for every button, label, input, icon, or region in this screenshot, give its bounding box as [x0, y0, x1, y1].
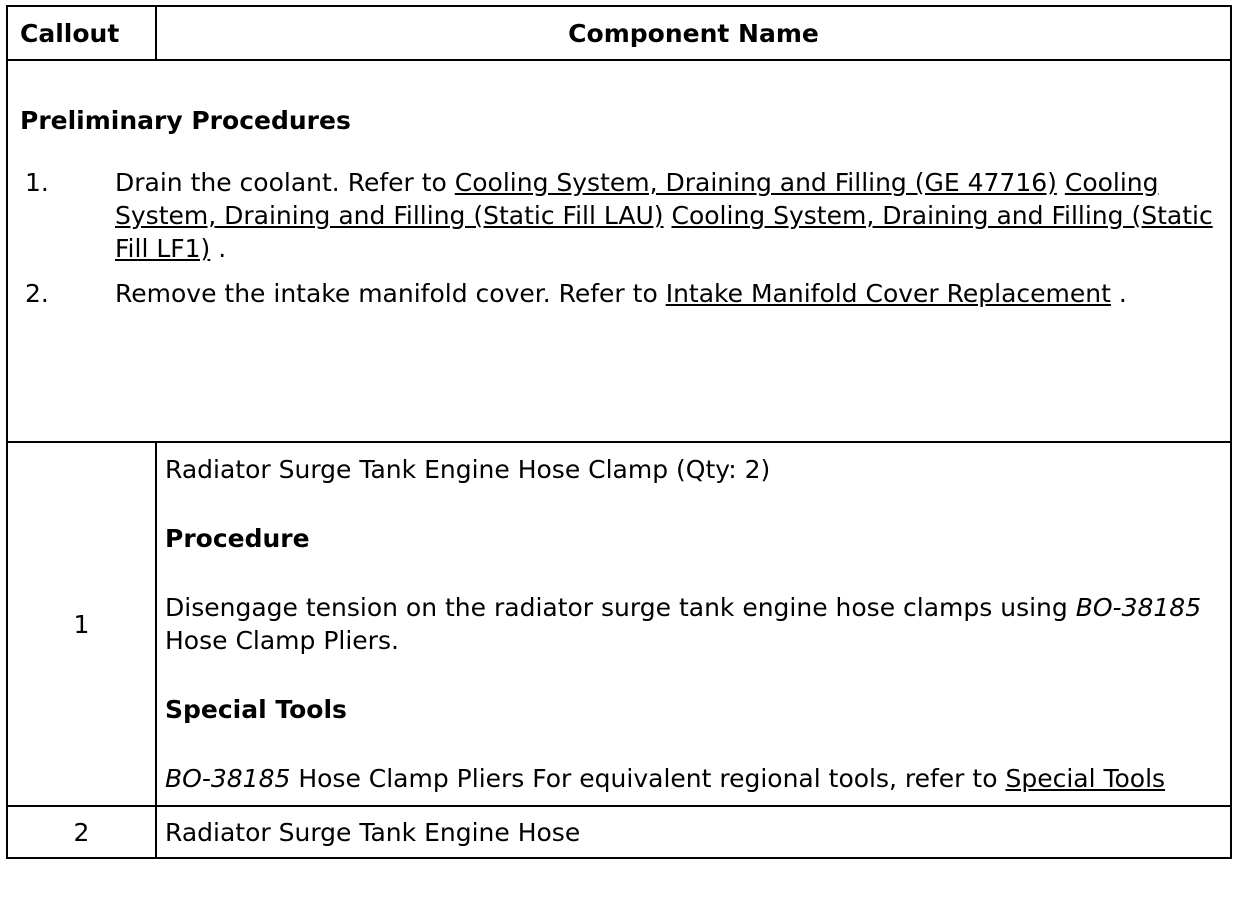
table-row [7, 442, 1231, 806]
step-text: Remove the intake manifold cover. Refer to [115, 279, 666, 308]
table-row [7, 806, 1231, 858]
component-description [156, 442, 1231, 806]
component-table [6, 5, 1232, 859]
preliminary-step-2 [20, 277, 1218, 310]
component-name: Radiator Surge Tank Engine Hose [156, 806, 1231, 858]
special-tools-text [165, 762, 1216, 795]
preliminary-row [7, 60, 1231, 442]
link-cooling-system-static-fill-lf1[interactable]: Cooling System, Draining and Filling (Static Fill LF1) [115, 201, 1213, 263]
step-number: 1. [25, 168, 49, 197]
callout-number: 2 [7, 806, 156, 858]
preliminary-procedures-cell [7, 60, 1231, 442]
callout-header: Callout [7, 6, 156, 60]
link-special-tools[interactable]: Special Tools [1005, 764, 1166, 793]
procedure-text [165, 591, 1216, 657]
special-tools-description: Hose Clamp Pliers For equivalent regional tools, refer to [290, 764, 1006, 793]
preliminary-step-1 [20, 166, 1218, 265]
link-intake-manifold-cover-replacement[interactable]: Intake Manifold Cover Replacement [665, 279, 1111, 308]
procedure-text-start: Disengage tension on the radiator surge tank engine hose clamps using [165, 593, 1076, 622]
tool-reference: BO-38185 [165, 764, 291, 793]
link-cooling-system-static-fill-lau[interactable]: Cooling System, Draining and Filling (Static Fill LAU) [115, 168, 1159, 230]
component-name: Radiator Surge Tank Engine Hose Clamp (Qty: 2) [165, 455, 771, 484]
special-tools-title: Special Tools [165, 695, 347, 724]
table-header-row [7, 6, 1231, 60]
callout-number: 1 [7, 442, 156, 806]
tool-reference: BO-38185 [1075, 593, 1202, 622]
procedure-title: Procedure [165, 524, 310, 553]
step-end: . [210, 234, 227, 263]
step-end: . [1110, 279, 1127, 308]
procedure-text-end: Hose Clamp Pliers. [165, 626, 399, 655]
link-cooling-system-ge-47716[interactable]: Cooling System, Draining and Filling (GE 47716) [454, 168, 1057, 197]
preliminary-procedures-title: Preliminary Procedures [20, 106, 351, 135]
step-number: 2. [25, 279, 49, 308]
preliminary-steps-list [20, 166, 1218, 310]
step-text: Drain the coolant. Refer to [115, 168, 455, 197]
component-name-header: Component Name [156, 6, 1231, 60]
